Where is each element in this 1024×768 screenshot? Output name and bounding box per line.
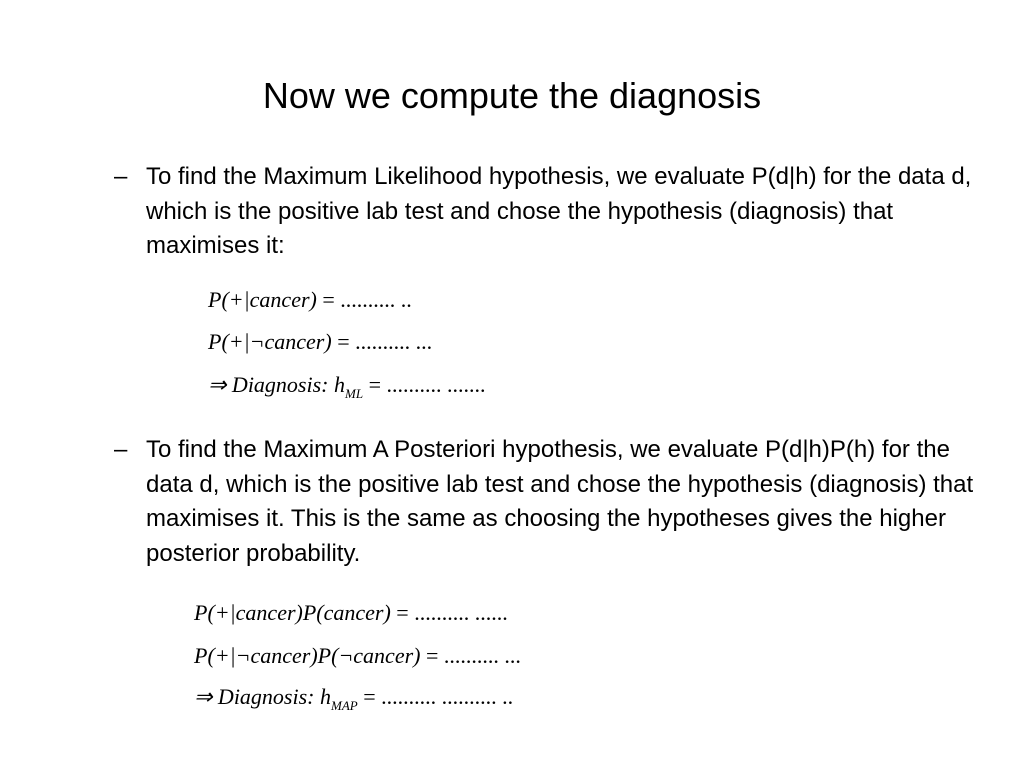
equation-var: h xyxy=(320,684,331,709)
equation-lhs: P(+|¬cancer)P(¬cancer) xyxy=(194,643,421,668)
equation-op: = xyxy=(396,600,409,625)
equation-op: = xyxy=(363,684,376,709)
equation-rhs: .......... ... xyxy=(355,329,433,354)
equation-map-not-cancer xyxy=(194,643,521,669)
bullet-text: To find the Maximum A Posteriori hypothesis, we evaluate P(d|h)P(h) for the data d, which is the positive lab test and chose the hypothesis (diagnosis) that maximises it. This is the same as choosing the hypotheses gives the higher posterior probability. xyxy=(146,436,974,567)
equation-rhs: .......... .......... .. xyxy=(381,684,514,709)
equation-op: = xyxy=(337,329,350,354)
equation-ml-cancer xyxy=(208,287,412,313)
bullet-text: To find the Maximum Likelihood hypothesis, we evaluate P(d|h) for the data d, which is the positive lab test and chose the hypothesis (diagnosis) that maximises it: xyxy=(146,163,972,259)
bullet-map xyxy=(114,433,974,571)
equation-rhs: .......... .. xyxy=(340,287,412,312)
equation-subscript: ML xyxy=(345,386,364,401)
equation-ml-not-cancer xyxy=(208,329,432,355)
equation-lhs: P(+|cancer) xyxy=(208,287,317,312)
equation-rhs: .......... ....... xyxy=(386,372,486,397)
equation-op: = xyxy=(368,372,381,397)
equation-map-diagnosis xyxy=(194,684,513,713)
equation-subscript: MAP xyxy=(331,698,358,713)
bullet-ml xyxy=(114,160,974,264)
equation-map-cancer xyxy=(194,600,508,626)
bullet-marker: – xyxy=(114,163,128,190)
bullet-marker: – xyxy=(114,436,128,463)
equation-rhs: .......... ... xyxy=(443,643,521,668)
equation-lhs: P(+|cancer)P(cancer) xyxy=(194,600,391,625)
equation-rhs: .......... ...... xyxy=(414,600,508,625)
equation-op: = xyxy=(425,643,439,668)
equation-var: h xyxy=(334,372,345,397)
equation-op: = xyxy=(322,287,335,312)
equation-prefix: ⇒ Diagnosis: xyxy=(208,372,329,397)
equation-ml-diagnosis xyxy=(208,372,485,401)
slide-title: Now we compute the diagnosis xyxy=(262,75,762,116)
equation-lhs: P(+|¬cancer) xyxy=(208,329,332,354)
equation-prefix: ⇒ Diagnosis: xyxy=(194,684,315,709)
